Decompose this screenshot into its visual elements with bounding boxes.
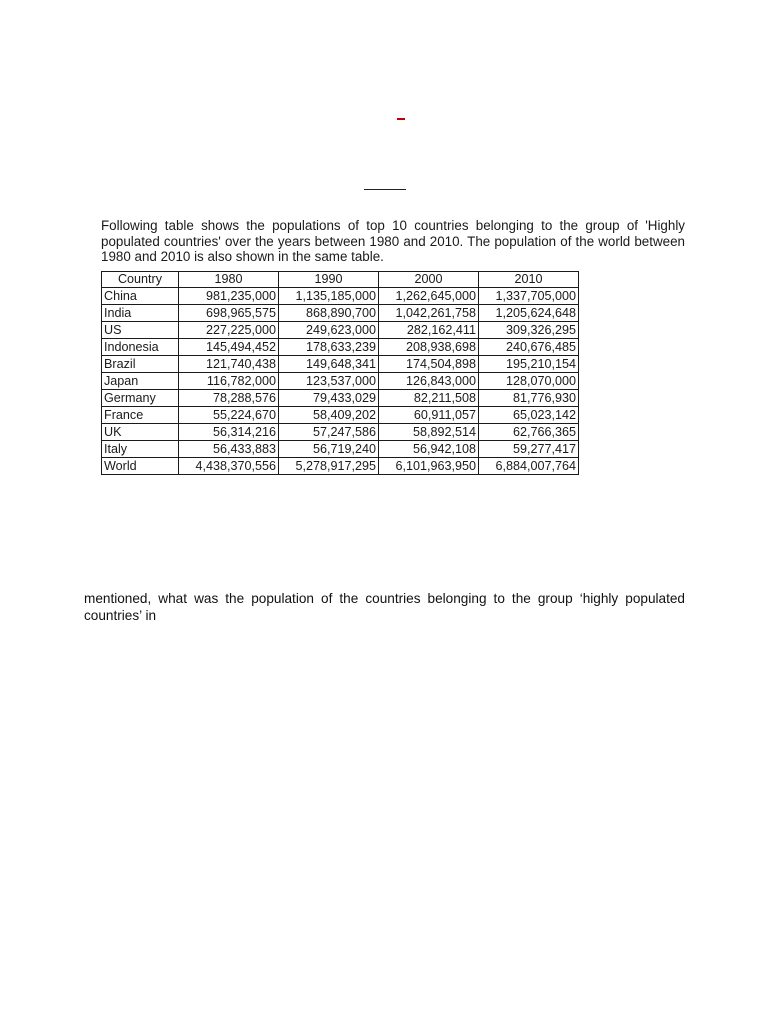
population-table: [101, 271, 579, 475]
question-paragraph: [84, 590, 685, 624]
value-cell: 56,433,883: [179, 441, 279, 458]
value-cell: 149,648,341: [279, 356, 379, 373]
table-row: [102, 407, 579, 424]
value-cell: 116,782,000: [179, 373, 279, 390]
value-cell: 1,337,705,000: [479, 288, 579, 305]
value-cell: 174,504,898: [379, 356, 479, 373]
value-cell: 981,235,000: [179, 288, 279, 305]
table-row: [102, 356, 579, 373]
table-row: [102, 424, 579, 441]
value-cell: 249,623,000: [279, 322, 379, 339]
table-row: [102, 305, 579, 322]
country-cell: Italy: [102, 441, 179, 458]
value-cell: 208,938,698: [379, 339, 479, 356]
value-cell: 1,042,261,758: [379, 305, 479, 322]
country-cell: Japan: [102, 373, 179, 390]
value-cell: 145,494,452: [179, 339, 279, 356]
value-cell: 60,911,057: [379, 407, 479, 424]
blank-underline: [364, 189, 406, 190]
value-cell: 82,211,508: [379, 390, 479, 407]
value-cell: 1,205,624,648: [479, 305, 579, 322]
value-cell: 81,776,930: [479, 390, 579, 407]
table-row: [102, 322, 579, 339]
value-cell: 78,288,576: [179, 390, 279, 407]
value-cell: 55,224,670: [179, 407, 279, 424]
value-cell: 126,843,000: [379, 373, 479, 390]
value-cell: 62,766,365: [479, 424, 579, 441]
country-cell: Indonesia: [102, 339, 179, 356]
value-cell: 123,537,000: [279, 373, 379, 390]
value-cell: 282,162,411: [379, 322, 479, 339]
country-cell: France: [102, 407, 179, 424]
value-cell: 240,676,485: [479, 339, 579, 356]
header-2000: 2000: [379, 272, 479, 288]
value-cell: 56,942,108: [379, 441, 479, 458]
table-row-world-total: [102, 458, 579, 475]
value-cell: 6,884,007,764: [479, 458, 579, 475]
intro-text: Following table shows the populations of top 10 countries belonging to the group of 'Highly populated countries' over the years between 1980 and 2010. The population of the world between 1980 and 2010 is also shown in the same table.: [101, 218, 685, 264]
value-cell: 868,890,700: [279, 305, 379, 322]
table-row: [102, 373, 579, 390]
header-1990: 1990: [279, 272, 379, 288]
country-cell: UK: [102, 424, 179, 441]
table-row: [102, 339, 579, 356]
header-country: Country: [102, 272, 179, 288]
value-cell: 79,433,029: [279, 390, 379, 407]
value-cell: 58,892,514: [379, 424, 479, 441]
header-2010: 2010: [479, 272, 579, 288]
table-header-row: [102, 272, 579, 288]
value-cell: 121,740,438: [179, 356, 279, 373]
value-cell: 227,225,000: [179, 322, 279, 339]
value-cell: 6,101,963,950: [379, 458, 479, 475]
value-cell: 56,719,240: [279, 441, 379, 458]
intro-paragraph: [101, 218, 685, 265]
value-cell: 309,326,295: [479, 322, 579, 339]
value-cell: 128,070,000: [479, 373, 579, 390]
value-cell: 58,409,202: [279, 407, 379, 424]
red-dash-mark: [397, 118, 405, 120]
country-cell: Brazil: [102, 356, 179, 373]
value-cell: 5,278,917,295: [279, 458, 379, 475]
value-cell: 1,262,645,000: [379, 288, 479, 305]
value-cell: 195,210,154: [479, 356, 579, 373]
value-cell: 56,314,216: [179, 424, 279, 441]
value-cell: 1,135,185,000: [279, 288, 379, 305]
country-cell: India: [102, 305, 179, 322]
country-cell: US: [102, 322, 179, 339]
table-row: [102, 288, 579, 305]
table-row: [102, 390, 579, 407]
value-cell: 57,247,586: [279, 424, 379, 441]
header-1980: 1980: [179, 272, 279, 288]
question-text: mentioned, what was the population of the countries belonging to the group ‘highly populated countries’ in: [84, 591, 685, 623]
country-cell: China: [102, 288, 179, 305]
value-cell: 59,277,417: [479, 441, 579, 458]
value-cell: 178,633,239: [279, 339, 379, 356]
value-cell: 65,023,142: [479, 407, 579, 424]
value-cell: 4,438,370,556: [179, 458, 279, 475]
value-cell: 698,965,575: [179, 305, 279, 322]
country-cell: Germany: [102, 390, 179, 407]
table-row: [102, 441, 579, 458]
country-cell: World: [102, 458, 179, 475]
